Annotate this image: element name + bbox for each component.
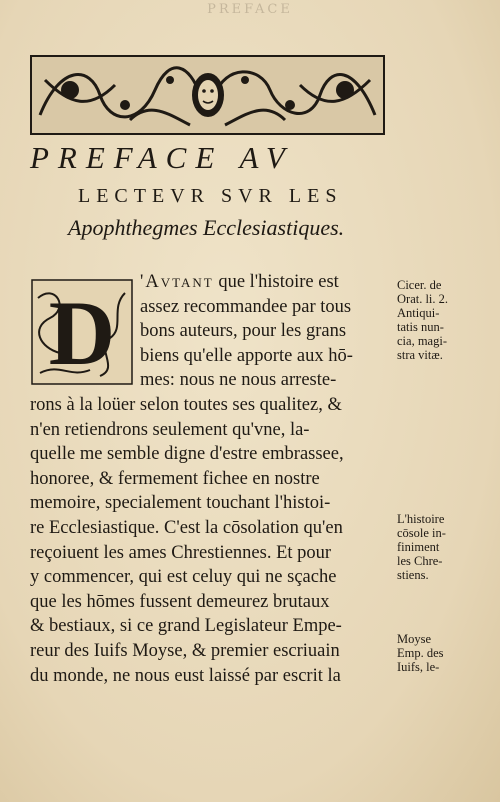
margin-line: cōsole in- — [397, 526, 446, 540]
margin-line: stiens. — [397, 568, 429, 582]
text-line: que les hōmes fussent demeurez brutaux — [30, 591, 330, 612]
margin-line: Moyse — [397, 632, 432, 646]
text-line: re Ecclesiastique. C'est la cōsolation qu'en — [30, 517, 343, 538]
first-word: 'Avtant — [140, 272, 214, 292]
margin-line: Iuifs, le- — [397, 660, 440, 674]
text-line: quelle me semble digne d'estre embrassee, — [30, 444, 344, 465]
text-line: reçoiuent les ames Chrestiennes. Et pour — [30, 542, 332, 563]
body-text — [30, 270, 390, 688]
text-line: du monde, ne nous eust laissé par escrit la — [30, 665, 341, 686]
title-line-3: Apophthegmes Ecclesiastiques. — [68, 215, 345, 240]
text-line: bons auteurs, pour les grans — [140, 321, 347, 342]
text-line-first: 'Avtant que l'histoire est — [140, 272, 339, 292]
ornamental-headpiece — [30, 55, 385, 135]
text-line: y commencer, qui est celuy qui ne sçache — [30, 567, 337, 588]
title-line-2: LECTEVR SVR LES — [78, 185, 343, 207]
margin-line: Orat. li. 2. — [397, 292, 449, 306]
margin-line: stra vitæ. — [397, 348, 443, 362]
text-line: reur des Iuifs Moyse, & premier escriuain — [30, 640, 340, 661]
margin-note-cicero — [397, 278, 467, 362]
text-line: memoire, specialement touchant l'histoi- — [30, 493, 331, 514]
margin-line: tatis nun- — [397, 320, 444, 334]
margin-line: L'histoire — [397, 512, 445, 526]
text-line: n'en retiendrons seulement qu'vne, la- — [30, 419, 310, 440]
text-line: assez recommandee par tous — [140, 296, 352, 317]
margin-note-histoire — [397, 512, 467, 582]
text-line: mes: nous ne nous arreste- — [140, 370, 337, 391]
text-line: honoree, & fermement fichee en nostre — [30, 468, 320, 489]
title-line-1: PREFACE AV — [30, 140, 294, 175]
margin-line: les Chre- — [397, 554, 443, 568]
running-head: PREFACE — [207, 2, 293, 17]
text-line: biens qu'elle apporte aux hō- — [140, 345, 353, 366]
margin-line: Antiqui- — [397, 306, 440, 320]
margin-line: Emp. des — [397, 646, 444, 660]
margin-line: cia, magi- — [397, 334, 447, 348]
margin-line: Cicer. de — [397, 278, 442, 292]
margin-line: finiment — [397, 540, 440, 554]
text-line: & bestiaux, si ce grand Legislateur Empe- — [30, 616, 342, 637]
text-line: rons à la loüer selon toutes ses qualitez, & — [30, 394, 342, 415]
drop-cap-letter: D — [48, 282, 116, 384]
margin-note-moyse — [397, 632, 467, 674]
